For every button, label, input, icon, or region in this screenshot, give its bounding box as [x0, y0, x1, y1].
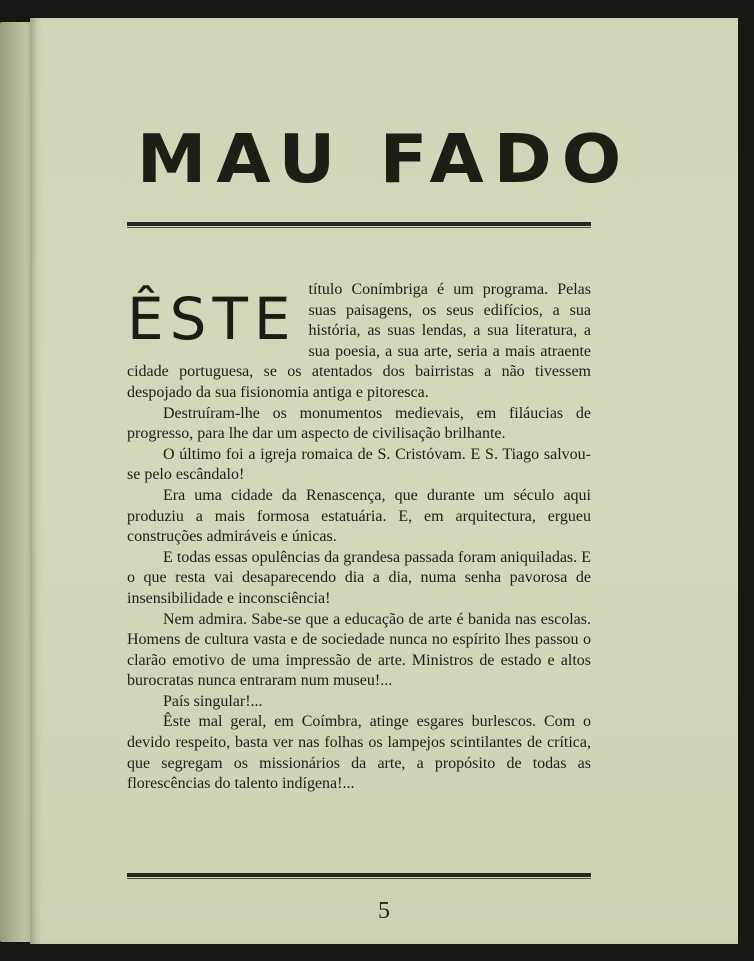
page-number: 5: [378, 898, 390, 924]
drop-cap: ÊSTE: [127, 285, 297, 353]
book-page: [30, 18, 738, 944]
page-title: MAU FADO: [136, 120, 632, 198]
top-rule-thin: [127, 227, 591, 228]
paragraph: País singular!...: [163, 692, 263, 710]
top-rule: [127, 222, 591, 226]
paragraph: título Conímbriga é um programa. Pelas suas paisagens, os seus edifícios, a sua história, as suas lendas, a sua literatura, a sua poesia, a sua arte, seria a mais atraente cidade portuguesa, se os atentados dos bairristas a não tivessem despojado da sua fisionomia antiga e pitoresca.: [127, 281, 591, 401]
bottom-rule-thin: [127, 878, 591, 879]
paragraph: O último foi a igreja romaica de S. Cristóvam. E S. Tiago salvou-se pelo escândalo!: [127, 445, 591, 484]
paragraph: Êste mal geral, em Coímbra, atinge esgares burlescos. Com o devido respeito, basta ver nas folhas os lampejos scintilantes de crítica, que segregam os missionários da arte, a propósito de todas as florescências do talento indígena!...: [127, 713, 591, 793]
paragraph: Era uma cidade da Renascença, que durante um século aqui produziu a mais formosa estatuária. E, em arquitectura, ergueu construções admiráveis e únicas.: [127, 486, 591, 546]
paragraph: Destruíram-lhe os monumentos medievais, em filáucias de progresso, para lhe dar um aspecto de civilisação brilhante.: [127, 404, 591, 443]
bottom-rule: [127, 873, 591, 877]
body-text: [127, 280, 591, 795]
paragraph: E todas essas opulências da grandesa passada foram aniquiladas. E o que resta vai desaparecendo dia a dia, numa senha pavorosa de insensibilidade e inconsciência!: [127, 548, 591, 607]
paragraph: Nem admira. Sabe-se que a educação de arte é banida nas escolas. Homens de cultura vasta e de sociedade nunca no espírito lhes passou o clarão emotivo de uma impressão de arte. Ministros de estado e altos burocratas nunca entraram num museu!...: [127, 610, 591, 690]
